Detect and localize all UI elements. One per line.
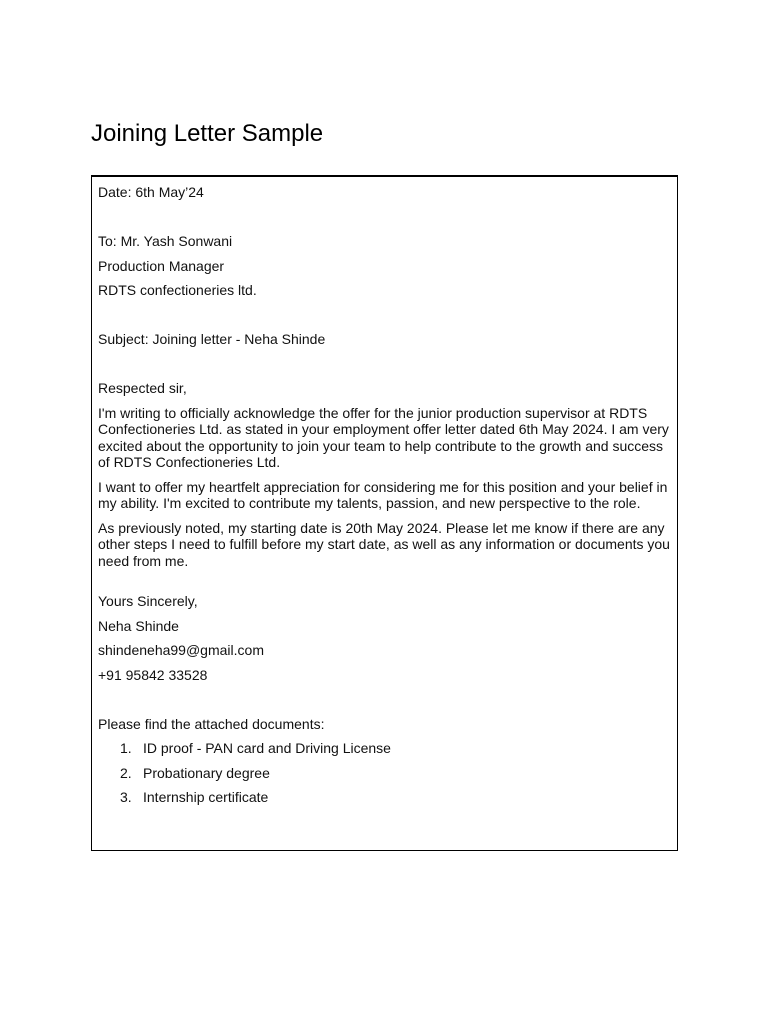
list-item-text: Internship certificate bbox=[143, 789, 269, 805]
list-item bbox=[98, 789, 671, 814]
list-item-number: 1. bbox=[120, 740, 132, 756]
letter-closing: Yours Sincerely, bbox=[98, 593, 198, 609]
list-item-number: 3. bbox=[120, 789, 132, 805]
spacer bbox=[98, 577, 671, 593]
attachments-intro: Please find the attached documents: bbox=[98, 715, 325, 732]
recipient-company: RDTS confectioneries ltd. bbox=[98, 282, 257, 298]
letter-box bbox=[91, 175, 678, 851]
sender-phone: +91 95842 33528 bbox=[98, 666, 208, 683]
list-item bbox=[98, 740, 671, 765]
sender-name: Neha Shinde bbox=[98, 617, 179, 634]
spacer bbox=[98, 356, 671, 381]
list-item-number: 2. bbox=[120, 764, 132, 781]
list-item bbox=[98, 765, 671, 790]
recipient-position: Production Manager bbox=[98, 257, 225, 274]
recipient-to: To: Mr. Yash Sonwani bbox=[98, 233, 233, 249]
body-paragraph-1: I'm writing to officially acknowledge the offer for the junior production supervisor at RDTS Confectioneries Ltd. as stated in your employment offer letter dated 6th May 2024. I am very excited about the opportunity to join your team to help contribute to the growth and success of RDTS Confectioneries Ltd. bbox=[98, 404, 669, 470]
letter-date: Date: 6th May’24 bbox=[98, 184, 204, 200]
body-paragraph-3: As previously noted, my starting date is 20th May 2024. Please let me know if there are any other steps I need to fulfill before my start date, as well as any information or documents you need from me. bbox=[98, 519, 670, 569]
spacer bbox=[98, 691, 671, 716]
spacer bbox=[98, 209, 671, 234]
page-title: Joining Letter Sample bbox=[91, 120, 324, 147]
list-item-text: ID proof - PAN card and Driving License bbox=[143, 740, 391, 756]
attachments-list bbox=[98, 740, 671, 814]
letter-salutation: Respected sir, bbox=[98, 380, 187, 396]
sender-email: shindeneha99@gmail.com bbox=[98, 642, 264, 658]
spacer bbox=[98, 307, 671, 332]
body-paragraph-2: I want to offer my heartfelt appreciation for considering me for this position and your belief in my ability. I'm excited to contribute my talents, passion, and new perspective to the role. bbox=[98, 478, 668, 511]
list-item-text: Probationary degree bbox=[143, 764, 270, 781]
letter-subject: Subject: Joining letter - Neha Shinde bbox=[98, 331, 326, 347]
